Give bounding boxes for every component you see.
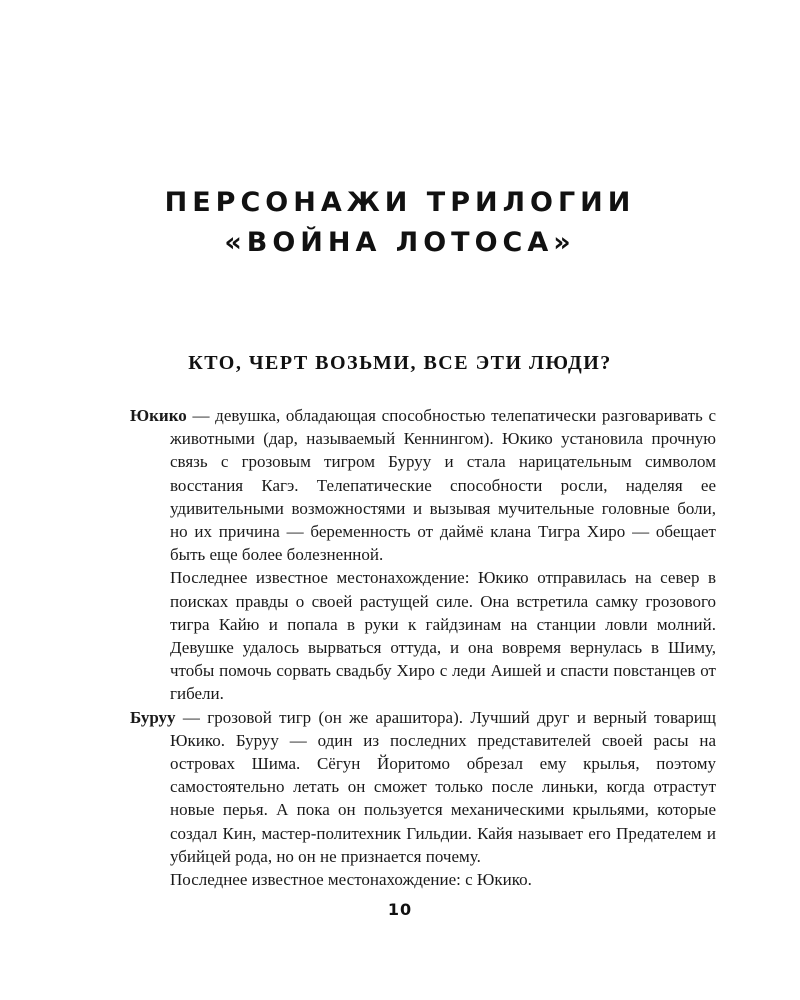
character-description	[130, 706, 716, 868]
character-entry-buruu	[130, 706, 716, 892]
page-number: 10	[387, 900, 413, 919]
character-name: Юкико	[130, 406, 187, 425]
character-description	[130, 404, 716, 566]
chapter-title-line-2: «ВОЙНА ЛОТОСА»	[224, 227, 576, 258]
chapter-title	[0, 183, 800, 263]
character-description-text: — девушка, обладающая способностью телепатически разговаривать с животными (дар, называемый Кеннингом). Юкико установила прочную связь с грозовым тигром Буруу и стала нарицательным символом восстания Кагэ. Телепатические способности росли, наделяя ее удивительными возможностями и вызывая мучительные головные боли, но их причина — беременность от даймё клана Тигра Хиро — обещает быть еще более болезненной.	[170, 406, 716, 565]
section-heading: КТО, ЧЕРТ ВОЗЬМИ, ВСЕ ЭТИ ЛЮДИ?	[188, 352, 612, 374]
chapter-title-line-1: ПЕРСОНАЖИ ТРИЛОГИИ	[164, 187, 636, 218]
character-entry-yukiko	[130, 404, 716, 706]
character-list	[130, 404, 716, 891]
character-description-text: — грозовой тигр (он же арашитора). Лучший друг и верный товарищ Юкико. Буруу — один из последних представителей своей расы на островах Шима. Сёгун Йоритомо обрезал ему крылья, поэтому самостоятельно летать он сможет только после линьки, когда отрастут новые перья. А пока он пользуется механическими крыльями, которые создал Кин, мастер-политехник Гильдии. Кайя называет его Предателем и убийцей рода, но он не признается почему.	[170, 707, 716, 866]
character-location: Последнее известное местонахождение: с Юкико.	[170, 870, 532, 890]
character-location: Последнее известное местонахождение: Юкико отправилась на север в поисках правды о своей растущей силе. Она встретила самку грозового тигра Кайю и попала в руки к гайдзинам на станции ловли молний. Девушке удалось вырваться оттуда, и она вовремя вернулась в Шиму, чтобы помочь сорвать свадьбу Хиро с леди Аишей и спасти повстанцев от гибели.	[170, 568, 716, 704]
character-name: Буруу	[130, 707, 176, 727]
